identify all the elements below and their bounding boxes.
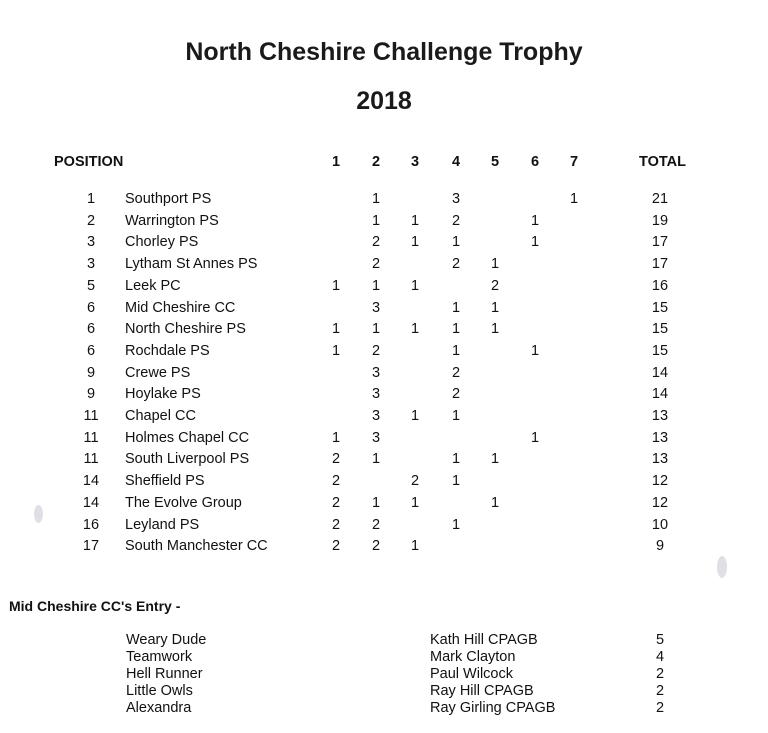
- row-round-2: 1: [371, 494, 381, 511]
- page-title: North Cheshire Challenge Trophy: [185, 38, 583, 66]
- row-total: 14: [651, 364, 669, 381]
- row-round-4: 1: [451, 342, 461, 359]
- row-round-5: 1: [490, 321, 500, 338]
- row-round-2: 1: [371, 191, 381, 207]
- row-position: 11: [83, 429, 99, 446]
- row-round-5: 1: [490, 494, 500, 511]
- row-round-5: 1: [490, 256, 500, 273]
- row-round-6: 1: [530, 234, 540, 251]
- row-total: 17: [651, 234, 669, 251]
- row-position: 5: [86, 277, 96, 294]
- row-round-4: 1: [451, 234, 461, 251]
- row-position: 17: [82, 538, 100, 555]
- row-round-2: 2: [371, 234, 381, 251]
- row-total: 14: [651, 386, 669, 403]
- row-total: 15: [651, 342, 669, 359]
- entry-author: Ray Hill CPAGB: [430, 683, 534, 699]
- row-round-3: 1: [410, 538, 420, 555]
- row-total: 10: [651, 516, 669, 533]
- row-total: 17: [651, 256, 669, 273]
- row-total: 9: [655, 538, 665, 555]
- scan-smudge: [717, 556, 727, 578]
- row-round-2: 2: [371, 256, 381, 273]
- row-round-2: 3: [371, 364, 381, 381]
- row-club: The Evolve Group: [125, 494, 242, 511]
- row-round-3: 1: [410, 494, 420, 511]
- entry-score: 5: [656, 632, 665, 648]
- row-round-2: 1: [371, 212, 381, 229]
- entry-score: 2: [656, 666, 665, 682]
- row-position: 14: [82, 473, 100, 490]
- row-round-5: 1: [490, 299, 500, 316]
- round-header-7: 7: [569, 154, 579, 170]
- row-position: 11: [83, 451, 99, 468]
- row-round-1: 2: [331, 538, 341, 555]
- row-total: 13: [651, 429, 669, 446]
- row-round-1: 1: [331, 277, 341, 294]
- entry-author: Ray Girling CPAGB: [430, 700, 556, 716]
- row-round-2: 3: [371, 408, 381, 424]
- row-club: Leyland PS: [125, 516, 200, 533]
- row-club: Warrington PS: [125, 212, 219, 229]
- entry-author: Mark Clayton: [430, 649, 516, 665]
- entry-title: Weary Dude: [126, 632, 207, 648]
- entry-author: Kath Hill CPAGB: [430, 632, 538, 648]
- row-round-4: 2: [451, 386, 461, 403]
- row-total: 16: [651, 277, 669, 294]
- row-round-3: 1: [410, 277, 420, 294]
- row-round-7: 1: [569, 191, 579, 207]
- row-round-2: 1: [371, 321, 381, 338]
- year-title: 2018: [356, 87, 412, 115]
- row-round-1: 2: [331, 494, 341, 511]
- row-total: 15: [651, 321, 669, 338]
- round-header-6: 6: [530, 154, 540, 170]
- row-round-4: 2: [451, 212, 461, 229]
- position-header: POSITION: [54, 154, 124, 170]
- row-club: Lytham St Annes PS: [125, 256, 258, 273]
- row-round-1: 2: [331, 516, 341, 533]
- row-round-4: 2: [451, 256, 461, 273]
- row-round-1: 2: [331, 473, 341, 490]
- entry-author: Paul Wilcock: [430, 666, 513, 682]
- entry-score: 2: [656, 700, 665, 716]
- row-round-4: 1: [451, 408, 461, 424]
- round-header-5: 5: [490, 154, 500, 170]
- row-round-4: 3: [451, 191, 461, 207]
- entry-title: Little Owls: [126, 683, 193, 699]
- row-position: 6: [86, 342, 96, 359]
- row-position: 9: [86, 364, 96, 381]
- row-club: Southport PS: [125, 191, 212, 207]
- entry-heading: Mid Cheshire CC's Entry -: [9, 598, 181, 614]
- row-total: 21: [651, 191, 669, 207]
- row-club: South Manchester CC: [125, 538, 268, 555]
- row-position: 2: [86, 212, 96, 229]
- row-total: 12: [651, 494, 669, 511]
- row-position: 1: [86, 191, 96, 207]
- row-club: Chapel CC: [125, 408, 196, 424]
- entry-score: 2: [656, 683, 665, 699]
- row-club: Chorley PS: [125, 234, 199, 251]
- row-round-3: 2: [410, 473, 420, 490]
- row-round-2: 1: [371, 277, 381, 294]
- row-round-1: 1: [331, 429, 341, 446]
- entry-title: Hell Runner: [126, 666, 203, 682]
- row-total: 12: [651, 473, 669, 490]
- row-round-5: 2: [490, 277, 500, 294]
- row-round-3: 1: [410, 321, 420, 338]
- round-header-2: 2: [371, 154, 381, 170]
- row-round-4: 1: [451, 451, 461, 468]
- row-round-6: 1: [530, 212, 540, 229]
- row-position: 11: [83, 408, 99, 424]
- row-club: South Liverpool PS: [125, 451, 250, 468]
- row-round-2: 2: [371, 516, 381, 533]
- row-round-3: 1: [410, 408, 420, 424]
- row-club: North Cheshire PS: [125, 321, 246, 338]
- row-round-2: 2: [371, 538, 381, 555]
- entry-score: 4: [656, 649, 665, 665]
- row-round-1: 1: [331, 321, 341, 338]
- row-round-4: 1: [451, 299, 461, 316]
- row-total: 15: [651, 299, 669, 316]
- row-round-4: 1: [451, 473, 461, 490]
- round-header-3: 3: [410, 154, 420, 170]
- row-round-2: 2: [371, 342, 381, 359]
- row-round-6: 1: [530, 342, 540, 359]
- row-round-6: 1: [530, 429, 540, 446]
- row-position: 3: [86, 234, 96, 251]
- row-round-2: 3: [371, 429, 381, 446]
- row-round-2: 1: [371, 451, 381, 468]
- row-round-3: 1: [410, 234, 420, 251]
- row-club: Crewe PS: [125, 364, 191, 381]
- row-club: Rochdale PS: [125, 342, 210, 359]
- entry-title: Teamwork: [126, 649, 193, 665]
- row-total: 13: [651, 451, 669, 468]
- row-round-1: 2: [331, 451, 341, 468]
- row-round-1: 1: [331, 342, 341, 359]
- row-position: 9: [86, 386, 96, 403]
- row-club: Mid Cheshire CC: [125, 299, 236, 316]
- row-round-4: 1: [451, 516, 461, 533]
- entry-title: Alexandra: [126, 700, 192, 716]
- row-position: 3: [86, 256, 96, 273]
- row-total: 13: [651, 408, 669, 424]
- row-club: Hoylake PS: [125, 386, 201, 403]
- row-round-4: 1: [451, 321, 461, 338]
- row-round-2: 3: [371, 386, 381, 403]
- row-position: 6: [86, 299, 96, 316]
- round-header-1: 1: [331, 154, 341, 170]
- row-club: Holmes Chapel CC: [125, 429, 250, 446]
- row-club: Leek PC: [125, 277, 181, 294]
- row-position: 14: [82, 494, 100, 511]
- row-club: Sheffield PS: [125, 473, 205, 490]
- total-header: TOTAL: [639, 154, 686, 170]
- row-position: 16: [82, 516, 100, 533]
- row-total: 19: [651, 212, 669, 229]
- row-position: 6: [86, 321, 96, 338]
- round-header-4: 4: [451, 154, 461, 170]
- row-round-3: 1: [410, 212, 420, 229]
- row-round-4: 2: [451, 364, 461, 381]
- row-round-2: 3: [371, 299, 381, 316]
- row-round-5: 1: [490, 451, 500, 468]
- scan-smudge: [34, 505, 43, 523]
